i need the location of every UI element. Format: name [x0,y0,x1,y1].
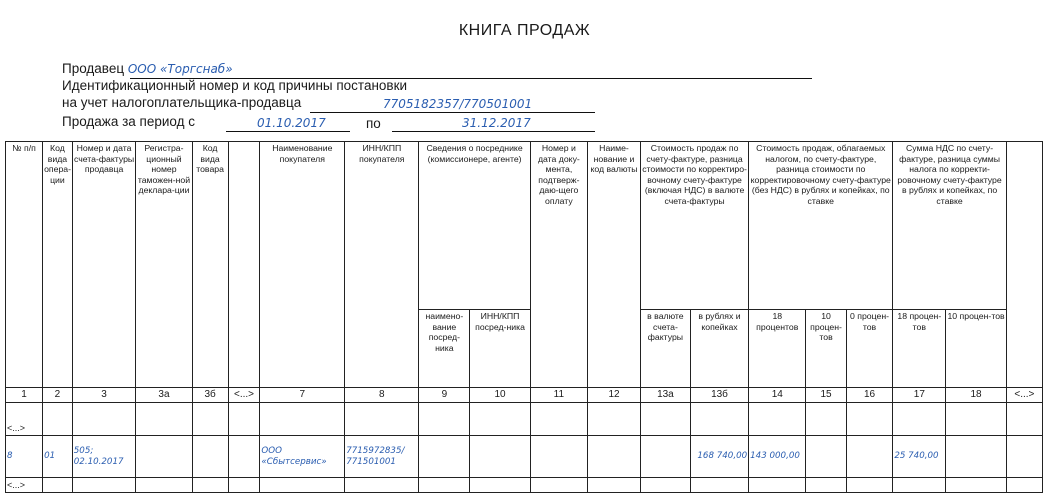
row-number: 8 [6,436,43,478]
seller-line [62,61,233,77]
row-base18: 143 000,00 [749,436,806,478]
col-rate18-header: 18 процентов [749,310,806,388]
col-taxable-sales-header: Стоимость продаж, облагаемых налогом, по счету-фактуре, разница стоимости по корректировочному счету-фактуре (без НДС) в рублях и копейках, по ставке [749,142,893,310]
col-number: 12 [588,388,641,403]
col-customs-header: Регистра-ционный номер таможен-ной деклара-ции [136,142,192,388]
col-op-code-header: Код вида опера-ции [43,142,73,388]
col-goods-code-header: Код вида товара [192,142,228,388]
row-op-code: 01 [43,436,73,478]
col-gap-header [228,142,260,388]
seller-label: Продавец [62,61,125,76]
col-number: 10 [470,388,530,403]
col-value-currency-header: в валюте счета-фактуры [641,310,691,388]
period-to-label: по [366,116,381,131]
col-rate0-header: 0 процен-тов [846,310,893,388]
col-number: 3а [136,388,192,403]
period-from: 01.10.2017 [257,116,326,130]
inn-value: 7705182357/770501001 [383,97,533,111]
col-vat-header: Сумма НДС по счету-фактуре, разница суммы налога по корректи-ровочному счету-фактуре в рублях и копейках, по ставке [893,142,1006,310]
period-label: Продажа за период с [62,114,196,129]
col-number: <...> [228,388,260,403]
col-payment-doc-header: Номер и дата доку-мента, подтверж-даю-щего оплату [530,142,587,388]
col-vat18-header: 18 процен-тов [893,310,946,388]
col-number: 11 [530,388,587,403]
col-number: 16 [846,388,893,403]
col-number: 17 [893,388,946,403]
col-agent-name-header: наимено-вание посред-ника [419,310,470,388]
col-agent-inn-header: ИНН/КПП посред-ника [470,310,530,388]
col-rate10-header: 10 процен-тов [806,310,846,388]
col-number: <...> [1006,388,1042,403]
row-buyer-inn: 7715972835/ 771501001 [345,436,419,478]
row-sum-rub: 168 740,00 [690,436,748,478]
col-number: 2 [43,388,73,403]
row-placeholder: <...> [6,478,43,493]
period-to: 31.12.2017 [462,116,531,130]
placeholder-row [6,403,1043,436]
placeholder-row-bottom [6,478,1043,493]
sales-book-table [5,141,1043,493]
row-invoice: 505; 02.10.2017 [72,436,136,478]
col-vat10-header: 10 процен-тов [946,310,1006,388]
inn-underline [310,112,595,113]
col-gap2-header [1006,142,1042,388]
col-buyer-header: Наименование покупателя [260,142,345,388]
col-number: 3б [192,388,228,403]
numbers-row [6,388,1043,403]
col-buyer-inn-header: ИНН/КПП покупателя [345,142,419,388]
inn-label-line1: Идентификационный номер и код причины постановки [62,78,408,93]
page-title: КНИГА ПРОДАЖ [458,22,591,39]
period-to-underline [392,131,595,132]
col-number: 14 [749,388,806,403]
col-number: 1 [6,388,43,403]
col-number: 13а [641,388,691,403]
col-value-rub-header: в рублях и копейках [690,310,748,388]
col-number: 9 [419,388,470,403]
col-number: 3 [72,388,136,403]
row-placeholder: <...> [6,403,43,436]
col-currency-header: Наиме-нование и код валюты [588,142,641,388]
col-agent-header: Сведения о посреднике (комиссионере, агенте) [419,142,530,310]
col-number: 13б [690,388,748,403]
table-row [6,436,1043,478]
col-invoice-header: Номер и дата счета-фактуры продавца [72,142,136,388]
col-number: 7 [260,388,345,403]
row-buyer: ООО «Сбытсервис» [260,436,345,478]
inn-label-line2: на учет налогоплательщика-продавца [62,95,302,110]
row-vat18: 25 740,00 [893,436,946,478]
period-from-underline [226,131,350,132]
col-number: 15 [806,388,846,403]
col-sales-value-header: Стоимость продаж по счету-фактуре, разница стоимости по корректиро-вочному счету-фактуре (включая НДС) в валюте счета-фактуры [641,142,749,310]
seller-value: ООО «Торгснаб» [127,62,233,76]
col-n-header: № п/п [6,142,43,388]
header-row-top [6,142,1043,310]
col-number: 18 [946,388,1006,403]
col-number: 8 [345,388,419,403]
